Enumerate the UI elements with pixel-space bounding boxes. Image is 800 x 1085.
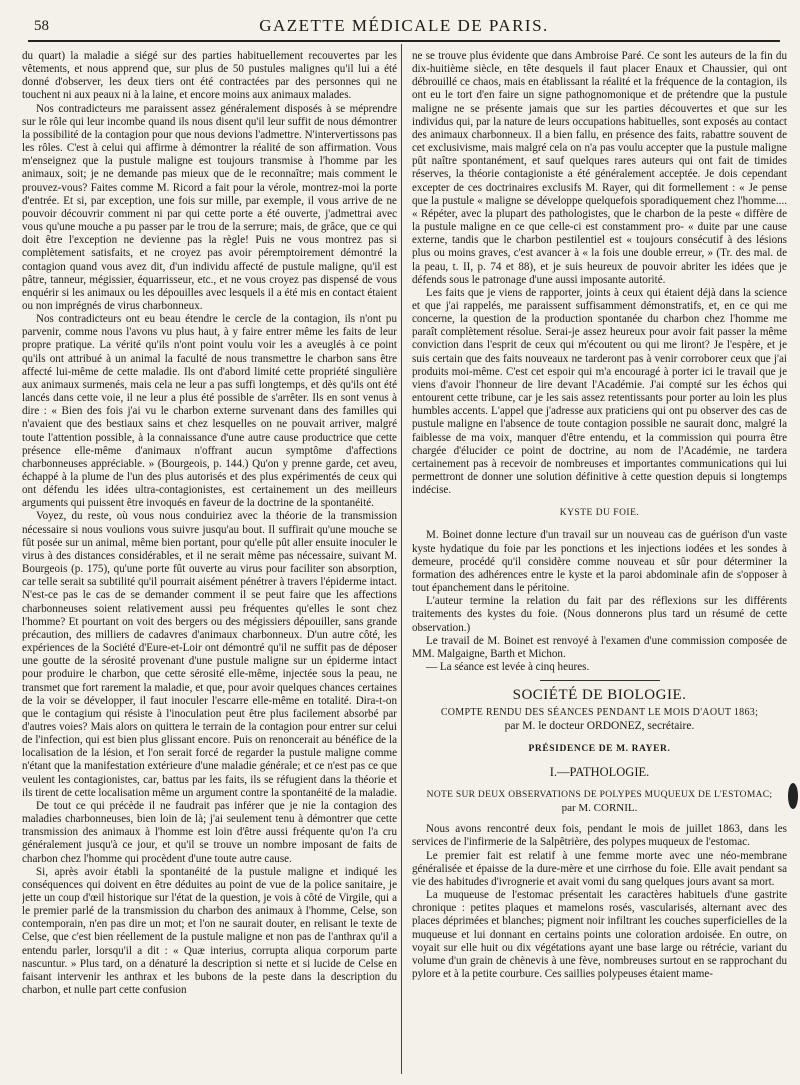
presidence-line: PRÉSIDENCE DE M. RAYER. xyxy=(528,743,671,754)
report-line: COMPTE RENDU DES SÉANCES PENDANT LE MOIS D'AOUT 1863; xyxy=(440,707,759,719)
paragraph: Nos contradicteurs ont eu beau étendre le cercle de la contagion, ils n'ont pu parvenir, comme nous l'avons vu plus haut, à y faire entrer même les faits de leur propre pratique. La vérité qu'ils n'ont point voulu voir les a aveuglés à ce point qu'ils ont attribué à un animal la faculté de nous transmettre le charbon sans être affecté lui-même de cette maladie. Ils ont d'abord limité cette propriété singulière aux animaux surmenés, mais cela ne leur a pas suffi longtemps, et dès qu'ils ont été lancés dans cette voie, il ne leur a plus été possible de s'arrêter. Ils en sont venus à dire : « Bien des fois j'ai vu le charbon externe survenant dans des familles qui n'avaient que des bestiaux sains et chez lesquelles on ne pouvait arriver, malgré toute l'attention possible, à la connaissance d'une autre cause productrice que cette présence elle-même d'animaux n'offrant aucun symptôme d'affections charbonneuses appréciable. » (Bourgeois, p. 144.) Qu'on y prenne garde, cet aveu, échappé à la plume de l'un des plus autorisés et des plus expérimentés de ceux qui ont défendu les idées ultra-contagionistes, est certainement un des meilleurs arguments qui puissent être invoqués en faveur de la doctrine de la spontanéité. xyxy=(22,313,397,510)
page-header xyxy=(28,14,780,42)
paragraph: Si, après avoir établi la spontanéité de la pustule maligne et indiqué les conséquences qui doivent en être déduites au point de vue de la police sanitaire, je jette un coup d'œil historique sur l'état de la question, je vois à côté de Virgile, qui a le premier parlé de la transmission du charbon des animaux à l'homme, Celse, son contemporain, n'en pas dire un mot; et l'on ne saurait douter, en relisant le texte de Celse, que c'est bien réellement de la pustule maligne et non pas de l'anthrax qu'il a entendu parler, lorsqu'il a dit : « Quæ interius, corrupta aliqua corporum parte nascuntur. » Plus tard, on a dénaturé la description si nette et si lucide de Celse en faisant intervenir les anthrax et les bubons de la peste dans la description du charbon, et nulle part cette confusion xyxy=(22,865,397,997)
page-number: 58 xyxy=(34,18,49,34)
note-title: NOTE SUR DEUX OBSERVATIONS DE POLYPES MUQUEUX DE L'ESTOMAC; xyxy=(426,789,773,800)
note-author: par M. CORNIL. xyxy=(561,802,638,815)
paragraph: Nous avons rencontré deux fois, pendant le mois de juillet 1863, dans les services de l'infirmerie de la Salpêtrière, des polypes muqueux de l'estomac. xyxy=(412,823,787,849)
column-divider xyxy=(401,44,402,1074)
paragraph: Nos contradicteurs me paraissent assez généralement disposés à se méprendre sur le rôle qui leur incombe quand ils nous disent qu'il leur suffit de nous démontrer la possibilité de la contagion pour que nous devions l'admettre. N'intervertissons pas les rôles. C'est à celui qui affirme à démontrer la réalité de son affirmation. Vous m'enseignez que la pustule maligne est toujours transmise à l'homme par les animaux, soit; je ne demande pas mieux que de le reconnaître; mais comment le prouvez-vous? Faites comme M. Ricord a fait pour la vérole, montrez-moi la porte d'entrée. Et si, par exception, une fois sur mille, par exemple, il vous arrive de ne pouvoir découvrir comment ni par qui cette porte a été ouverte, j'admettrai avec vous qu'une mouche a pu passer par le trou de la serrure; mais, de grâce, que ce qui doit être l'exception ne devienne pas la règle! Puis ne vous montrez pas si complètement satisfaits, et ne croyez pas avoir péremptoirement démontré la contagion quand vous avez dit, d'un individu affecté de pustule maligne, qu'il est pâtre, tanneur, mégissier, équarrisseur, etc., et ne vous croyez pas dispensé de vous enquérir si les animaux ou les dépouilles avec lesquels il a été mis en contact étaient ou non imprégnés de virus charbonneux. xyxy=(22,102,397,312)
paragraph: du quart) la maladie a siégé sur des parties habituellement recouvertes par les vêtements, et nous apprend que, sur plus de 50 pustules malignes qu'il lui a été donné d'observer, les deux tiers ont été contractées par des personnes qui ne touchent ni aux peaux ni à la laine, et encore moins aux animaux malades. xyxy=(22,50,397,102)
paragraph: ne se trouve plus évidente que dans Ambroise Paré. Ce sont les auteurs de la fin du dix-huitième siècle, en tête desquels il faut placer Enaux et Chaussier, qui ont débrouillé ce chaos, mais en établissant la réalité et la fréquence de la contagion, ils ont eu le tort d'en faire un signe pathognomonique et de prétendre que la pustule maligne ne se présente jamais que sur les parties découvertes et que sur les individus qui, par la nature de leurs occupations habituelles, sont exposés au contact des animaux charbonneux. Il a bien fallu, en présence des faits, rabattre souvent de cet exclusivisme, mais malgré cela on n'a pas voulu accepter que la pustule maligne pût naître spontanément, et sauf quelques rares auteurs qui ont fait de timides réserves, la théorie contagioniste a été généralement acceptée. Je dois cependant excepter de ces doctrinaires exclusifs M. Rayer, qui dit formellement : « Je pense que la pustule « maligne se développe quelquefois sporadiquement chez l'homme.... « Répéter, avec la plupart des pathologistes, que le charbon de la peste « diffère de la pustule maligne en ce que celle-ci est constamment pro- « duite par une cause externe, tandis que le charbon pestilentiel est « toujours consécutif à des lésions plus ou moins graves, c'est avancer à « la fois une double erreur, » (Tr. des mal. de la peau, t. II, p. 74 et 88), et je suis heureux de pouvoir abriter les idées que je défends sous le patronage d'une aussi imposante autorité. xyxy=(412,50,787,286)
paragraph: — La séance est levée à cinq heures. xyxy=(426,661,590,674)
report-author: par M. le docteur ORDONEZ, secrétaire. xyxy=(504,719,695,732)
paragraph: La muqueuse de l'estomac présentait les caractères habituels d'une gastrite chronique : petites plaques et mamelons rosés, vascularisés, alternant avec des places déprimées et blanches; pigment noir infiltrant les couches superficielles de la muqueuse et lui donnant en certains points une coloration ardoisée. En outre, on voyait sur elle huit ou dix végétations ayant une base large ou rétrécie, variant du volume d'un grain de chènevis à une fève, nombreuses surtout en se rapprochant du pylore et à la petite courbure. Ces saillies polypeuses étaient mame- xyxy=(412,889,787,980)
paragraph: De tout ce qui précède il ne faudrait pas inférer que je nie la contagion des maladies charbonneuses, bien loin de là; j'ai seulement tenu à démontrer que cette transmission des animaux à l'homme est loin d'être aussi fréquente qu'on l'a cru généralement jusqu'à ce jour, et qu'il se trouve un nombre imposant de faits de charbon chez l'homme qui procèdent d'une toute autre cause. xyxy=(22,799,397,865)
ink-blot xyxy=(788,783,798,809)
paragraph: L'auteur termine la relation du fait par des réflexions sur les différents traitements des kystes du foie. (Nous donnerons plus tard un résumé de cette observation.) xyxy=(412,595,787,634)
paragraph: Le premier fait est relatif à une femme morte avec une néo-membrane généralisée et épaisse de la dure-mère et une cirrhose du foie. Elle avait pendant sa vie des habitudes d'ivrognerie et avait vomi du sang quelques jours avant sa mort. xyxy=(412,849,787,888)
society-title: SOCIÉTÉ DE BIOLOGIE. xyxy=(512,687,687,704)
paragraph: Le travail de M. Boinet est renvoyé à l'examen d'une commission composée de MM. Malgaigne, Barth et Michon. xyxy=(412,634,787,660)
paragraph: Les faits que je viens de rapporter, joints à ceux qui étaient déjà dans la science et que j'ai rappelés, me paraissent suffisamment démonstratifs, et, en ce qui me concerne, la question de la production spontanée du charbon chez l'homme me paraît complètement résolue. Serai-je assez heureux pour avoir fait passer la même conviction dans l'esprit de ceux qui m'écoutent ou qui me liront? Je l'espère, et je suis certain que des faits nouveaux ne tarderont pas à venir corroborer ceux que j'ai produits moi-même. C'est cet espoir qui m'a encouragé à porter ici le travail que je viens d'avoir l'honneur de lire devant l'Académie. J'ai compté sur les échos qui entourent cette tribune, car je les sais assez retentissants pour porter au loin les plus humbles accents. L'appel que j'adresse aux praticiens qui ont pu observer des cas de pustule maligne en l'absence de toute contagion possible ne saurait donc, malgré la faiblesse de ma voix, manquer d'être entendu, et la commission qui pourra être chargée d'élucider ce point de doctrine, au nom de l'Académie, ne tardera certainement pas à recevoir de nombreuses et importantes communications qui lui permettront de donner une solution définitive à cette question depuis si longtemps indécise. xyxy=(412,286,787,497)
left-column xyxy=(22,50,397,1070)
paragraph: M. Boinet donne lecture d'un travail sur un nouveau cas de guérison d'un vaste kyste hydatique du foie par les ponctions et les injections iodées et les sondes à demeure, procédé qu'il considère comme nouveau et sûr pour déterminer la formation des adhérences entre le kyste et la paroi abdominale afin de s'opposer à tout épanchement dans le péritoine. xyxy=(412,529,787,595)
subsection-title: I.—PATHOLOGIE. xyxy=(549,764,650,779)
journal-title: GAZETTE MÉDICALE DE PARIS. xyxy=(259,16,549,35)
right-column xyxy=(412,50,787,1070)
section-separator xyxy=(540,680,660,681)
section-title-kyste: KYSTE DU FOIE. xyxy=(559,508,640,519)
paragraph: Voyez, du reste, où vous nous conduiriez avec la théorie de la transmission nécessaire si nous voulions vous suivre jusqu'au bout. Il suffirait qu'une mouche se fût posée sur un animal, même bien portant, pour qu'elle pût aller ensuite inoculer le virus à des distances considérables, et il ne serait même pas nécessaire, suivant M. Bourgeois (p. 175), qu'une porte fût ouverte au virus pour faciliter son absorption, car telle serait sa subtilité qu'il pourrait aisément pénétrer à travers l'épiderme intact. N'est-ce pas le cas de se demander comment il se peut faire que les affections charbonneuses soient relativement aussi peu fréquentes qu'elles le sont chez l'homme? Et pourtant on voit des bergers ou des mégissiers dépouiller, sans grande précaution, des milliers de cadavres d'animaux charbonneux. D'un autre côté, les expériences de la Société d'Eure-et-Loir ont démontré qu'il ne suffit pas de déposer une goutte de la sérosité provenant d'une pustule maligne sur un épiderme intact pour produire le charbon, que cette sérosité elle-même, injectée sous la peau, ne transmet que fort rarement la maladie, et que, pour avoir quelques chances certaines de la voir se développer, il faut inoculer l'escarre elle-même en totalité. Dira-t-on que le contagium qui résiste à l'inoculation peut être plus facilement absorbé par d'autres voies? Mais alors on quittera le terrain de la contagion pour entrer sur celui de l'infection, qui est bien plus glissant encore. Puis on renoncerait au bénéfice de la localisation de la lésion, et l'on serait forcé de regarder la pustule maligne comme n'étant que la manifestation extérieure d'une maladie générale; et ce n'est pas ce que veulent les contagionistes, car, battus par les faits, ils se réfugient dans la théorie et ils tirent de cette localisation même un argument contre la spontanéité de la maladie. xyxy=(22,510,397,799)
